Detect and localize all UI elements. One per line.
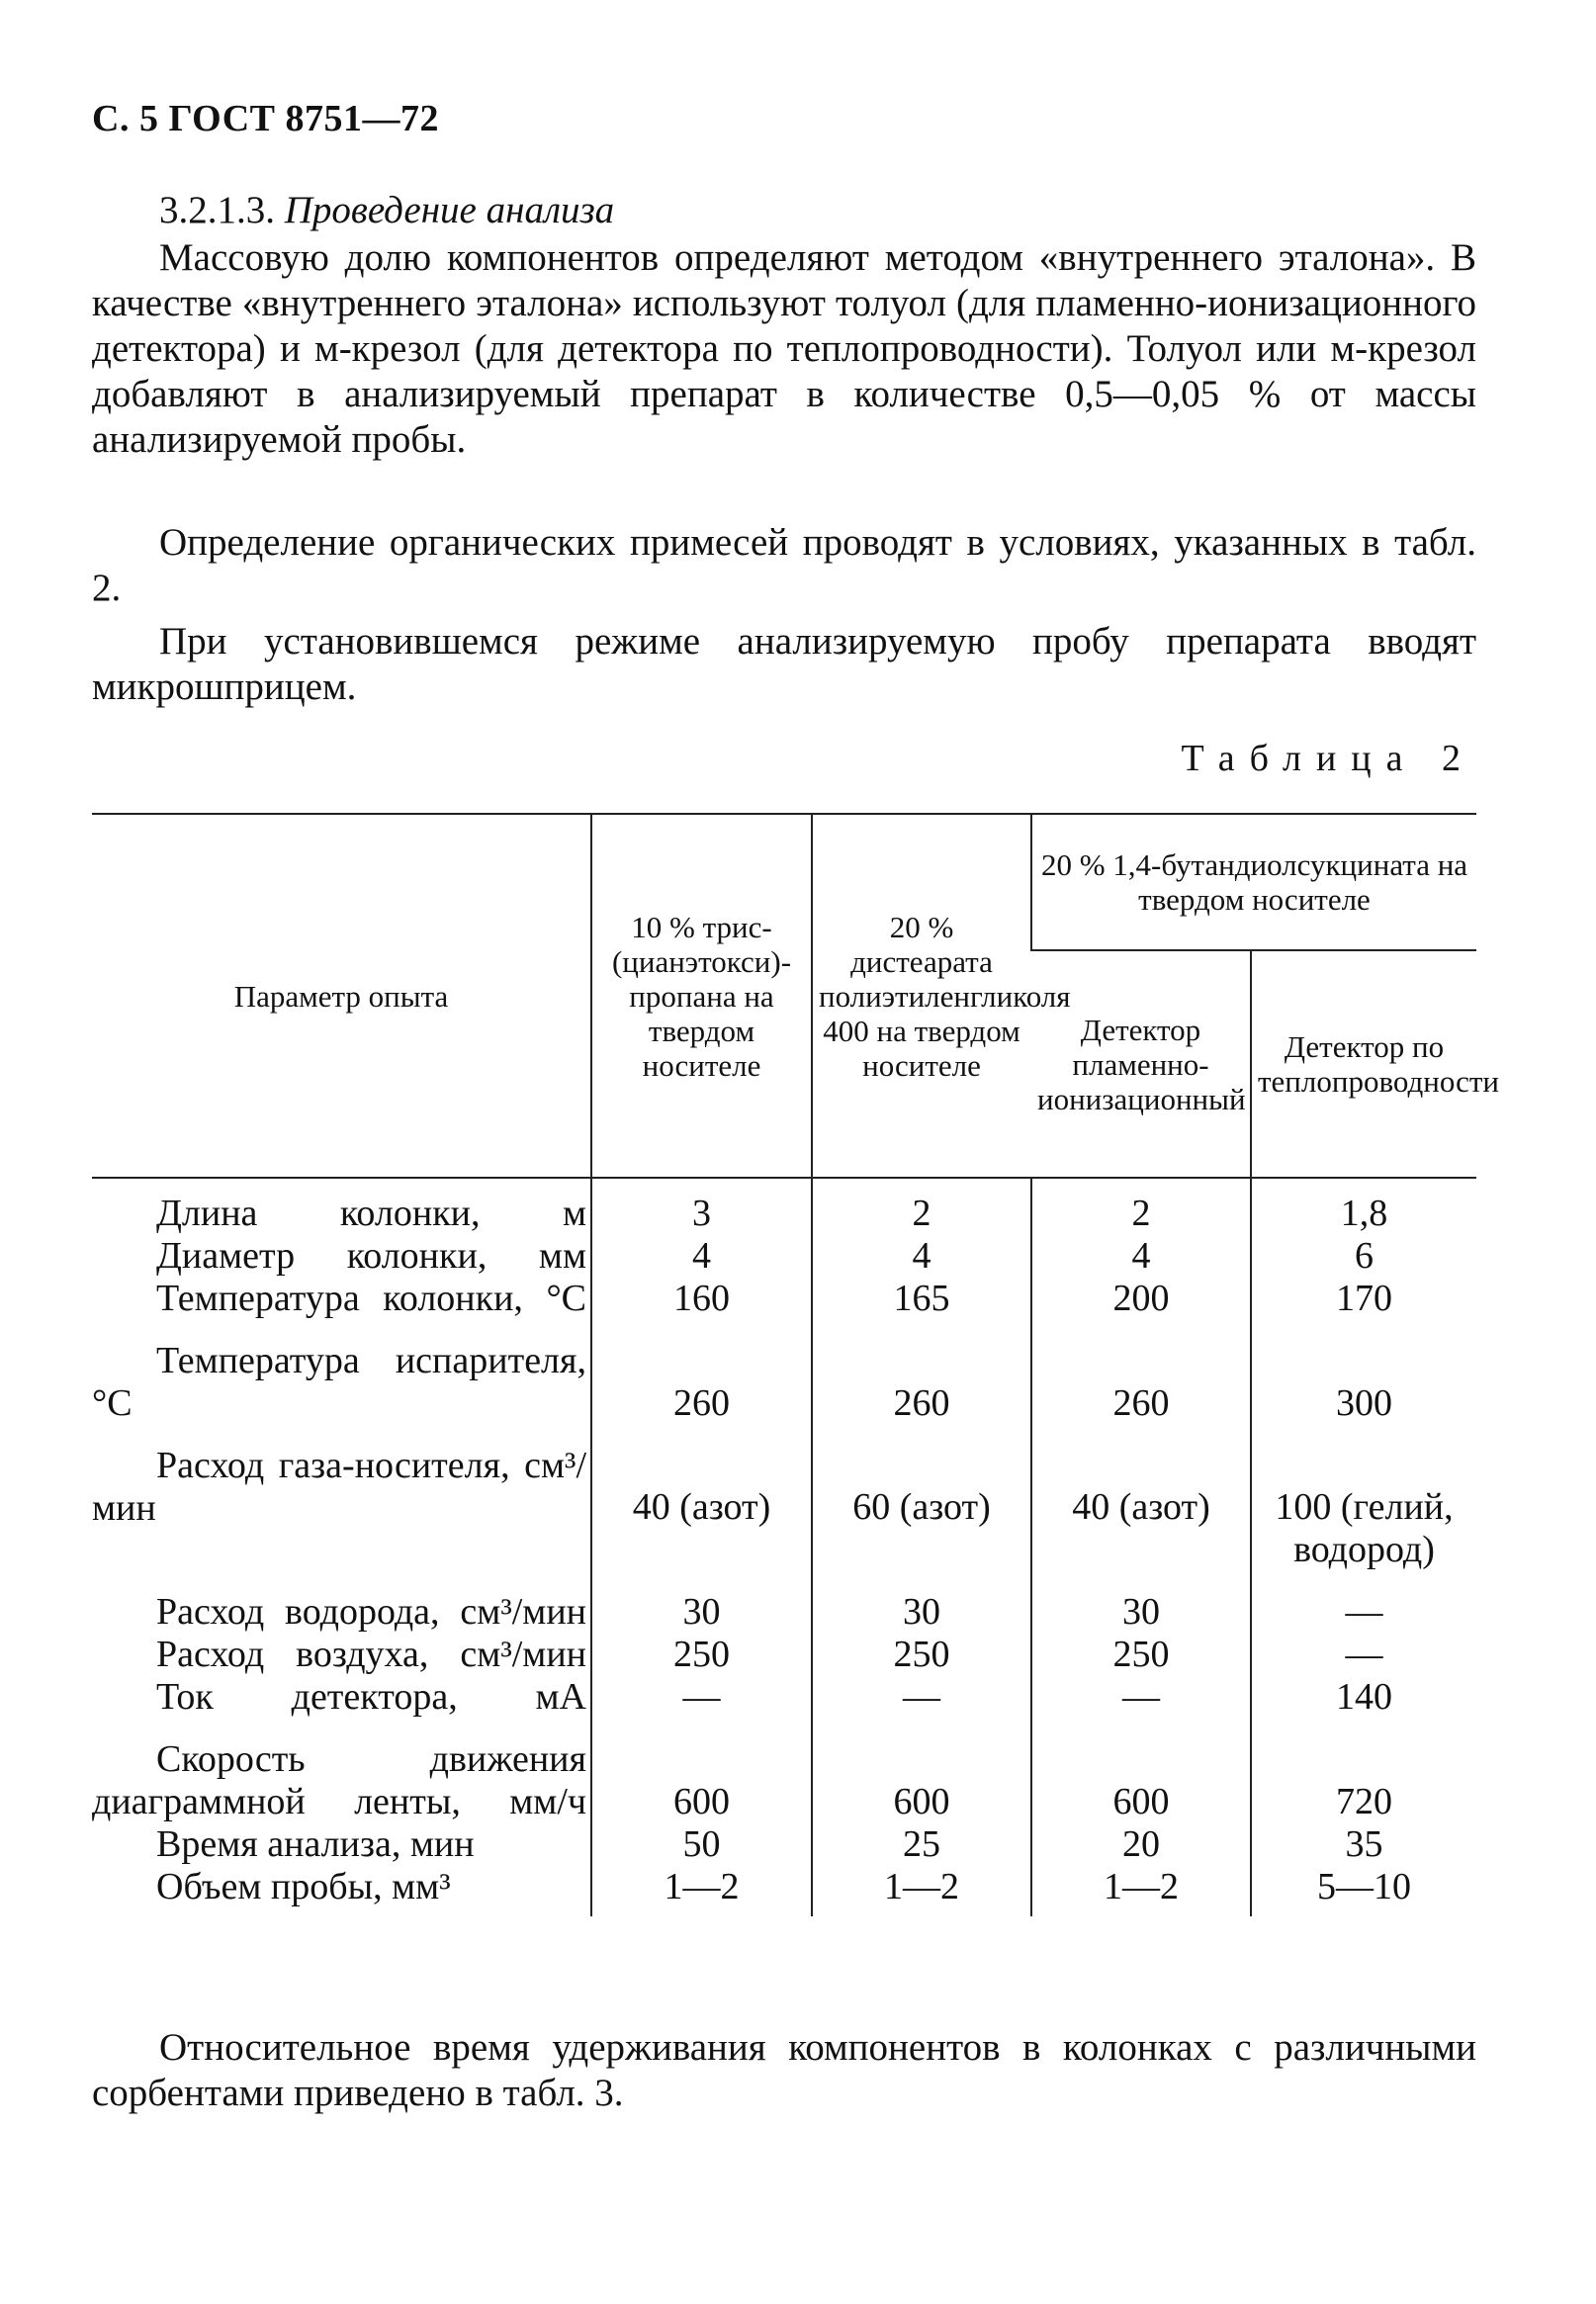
row-param: Скорость движения диаграммной ленты, мм/ч bbox=[92, 1738, 586, 1822]
row-param: Расход воздуха, см³/мин bbox=[156, 1634, 586, 1675]
cell: — bbox=[812, 1676, 1031, 1719]
table-caption: Таблица 2 bbox=[1181, 738, 1475, 779]
cell: 1—2 bbox=[1031, 1866, 1251, 1916]
paragraph-1: Массовую долю компонентов определяют методом «внутреннего эталона». В качестве «внутреннего эталона» используют толуол (для пламенно-ионизационного детектора) и м-крезол (для детектора по теплопроводности). Толуол или м-крезол добавляют в анализируемый препарат в количестве 0,5—0,05 % от массы анализируемой пробы. bbox=[92, 236, 1476, 461]
cell: — bbox=[1031, 1676, 1251, 1719]
table-row bbox=[92, 1823, 1476, 1866]
closing-paragraph: Относительное время удерживания компонентов в колонках с различными сорбентами приведено в табл. 3. bbox=[92, 2026, 1476, 2114]
cell: 165 bbox=[812, 1278, 1031, 1320]
cell: 250 bbox=[591, 1634, 812, 1676]
header-col2: 20 % дистеарата полиэтиленгликоля 400 на твердом носителе bbox=[812, 814, 1031, 1178]
cell: 160 bbox=[591, 1278, 812, 1320]
cell: 1—2 bbox=[591, 1866, 812, 1916]
cell: 260 bbox=[812, 1320, 1031, 1425]
row-param: Температура испарителя, °С bbox=[92, 1340, 586, 1424]
row-param: Расход газа-носителя, см³/мин bbox=[92, 1445, 586, 1529]
cell: 30 bbox=[591, 1571, 812, 1634]
section-title: Проведение анализа bbox=[284, 189, 615, 231]
cell: 60 (азот) bbox=[812, 1425, 1031, 1571]
table-row bbox=[92, 1866, 1476, 1916]
row-param: Объем пробы, мм³ bbox=[156, 1866, 451, 1907]
cell: 50 bbox=[591, 1823, 812, 1866]
table-row bbox=[92, 1571, 1476, 1634]
row-param: Время анализа, мин bbox=[156, 1823, 475, 1865]
cell: 140 bbox=[1251, 1676, 1476, 1719]
cell: 260 bbox=[591, 1320, 812, 1425]
cell: 300 bbox=[1251, 1320, 1476, 1425]
table-row bbox=[92, 1278, 1476, 1320]
cell: 260 bbox=[1031, 1320, 1251, 1425]
row-param: Температура колонки, °С bbox=[156, 1278, 586, 1319]
row-param: Расход водорода, см³/мин bbox=[156, 1591, 586, 1633]
header-col1: 10 % трис-(цианэтокси)-пропана на твердом носителе bbox=[591, 814, 812, 1178]
header-param: Параметр опыта bbox=[92, 814, 591, 1178]
cell: 250 bbox=[1031, 1634, 1251, 1676]
cell: 25 bbox=[812, 1823, 1031, 1866]
cell: 40 (азот) bbox=[591, 1425, 812, 1571]
row-param: Длина колонки, м bbox=[156, 1193, 586, 1234]
section-number: 3.2.1.3. bbox=[159, 189, 275, 231]
cell: 600 bbox=[1031, 1719, 1251, 1823]
row-param: Диаметр колонки, мм bbox=[156, 1235, 586, 1277]
cell: 4 bbox=[812, 1235, 1031, 1278]
cell: 100 (гелий, водород) bbox=[1251, 1425, 1476, 1571]
table-row bbox=[92, 1634, 1476, 1676]
cell: 2 bbox=[1031, 1178, 1251, 1235]
row-param: Ток детектора, мА bbox=[156, 1676, 586, 1718]
table-row bbox=[92, 1235, 1476, 1278]
parameters-table bbox=[92, 813, 1500, 1916]
cell: 4 bbox=[591, 1235, 812, 1278]
cell: 40 (азот) bbox=[1031, 1425, 1251, 1571]
cell: 30 bbox=[812, 1571, 1031, 1634]
cell: 250 bbox=[812, 1634, 1031, 1676]
table-row bbox=[92, 1425, 1476, 1571]
cell: 35 bbox=[1251, 1823, 1476, 1866]
cell: 720 bbox=[1251, 1719, 1476, 1823]
cell: 200 bbox=[1031, 1278, 1251, 1320]
page-header: С. 5 ГОСТ 8751—72 bbox=[92, 98, 439, 139]
paragraph-3: При установившемся режиме анализируемую пробу препарата вводят микрошприцем. bbox=[92, 620, 1476, 708]
table-row bbox=[92, 1719, 1476, 1823]
cell: — bbox=[1251, 1571, 1476, 1634]
cell: 6 bbox=[1251, 1235, 1476, 1278]
paragraph-2: Определение органических примесей проводят в условиях, указанных в табл. 2. bbox=[92, 521, 1476, 609]
header-group: 20 % 1,4-бутандиолсукцината на твердом носителе bbox=[1031, 814, 1476, 950]
cell: 20 bbox=[1031, 1823, 1251, 1866]
cell: 3 bbox=[591, 1178, 812, 1235]
header-col3: Детектор пламенно-ионизационный bbox=[1031, 950, 1251, 1178]
cell: 170 bbox=[1251, 1278, 1476, 1320]
section-heading bbox=[92, 188, 1476, 233]
table-row bbox=[92, 1676, 1476, 1719]
cell: 600 bbox=[812, 1719, 1031, 1823]
cell: 30 bbox=[1031, 1571, 1251, 1634]
cell: 2 bbox=[812, 1178, 1031, 1235]
cell: 4 bbox=[1031, 1235, 1251, 1278]
table-row bbox=[92, 1178, 1476, 1235]
header-col4: Детектор по теплопроводности bbox=[1251, 950, 1476, 1178]
cell: 600 bbox=[591, 1719, 812, 1823]
cell: 1—2 bbox=[812, 1866, 1031, 1916]
cell: 5—10 bbox=[1251, 1866, 1476, 1916]
cell: — bbox=[1251, 1634, 1476, 1676]
cell: 1,8 bbox=[1251, 1178, 1476, 1235]
cell: — bbox=[591, 1676, 812, 1719]
table-row bbox=[92, 1320, 1476, 1425]
